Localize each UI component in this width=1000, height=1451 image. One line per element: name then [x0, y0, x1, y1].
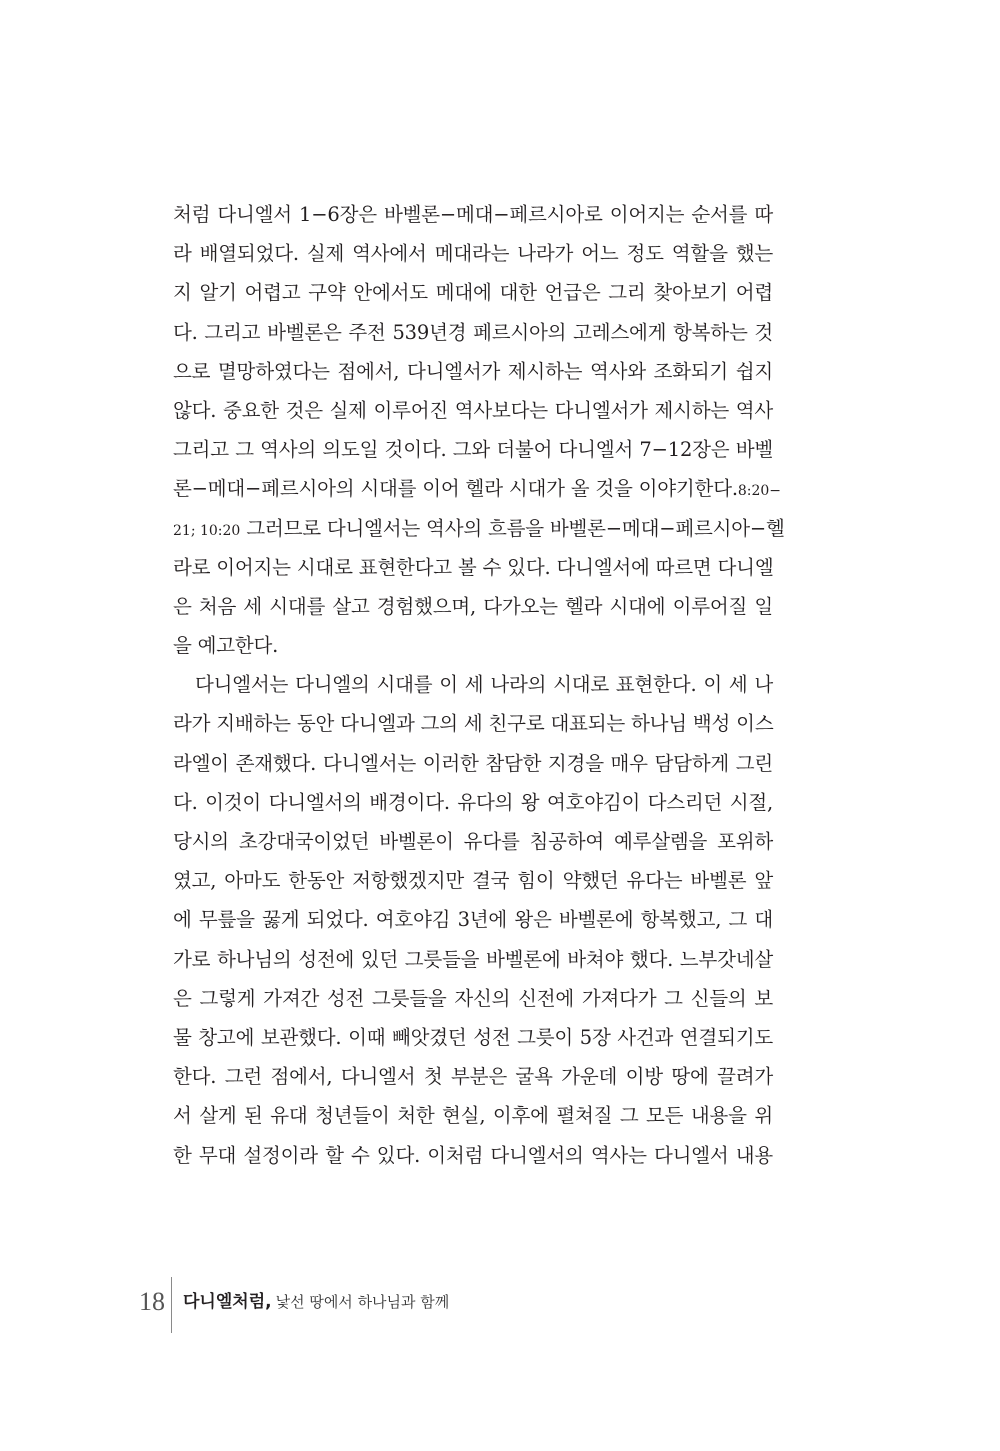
running-title — [183, 1291, 449, 1313]
text-line: 에 무릎을 꿇게 되었다. 여호야김 3년에 왕은 바벨론에 항복했고, 그 대 — [173, 908, 773, 932]
text-line-with-reference — [173, 509, 785, 548]
body-text — [173, 195, 785, 1175]
paragraph-first-line: 다니엘서는 다니엘의 시대를 이 세 나라의 시대로 표현한다. 이 세 나 — [195, 673, 773, 697]
text-line: 가로 하나님의 성전에 있던 그릇들을 바벨론에 바쳐야 했다. 느부갓네살 — [173, 947, 773, 971]
book-subtitle: 낯선 땅에서 하나님과 함께 — [275, 1293, 450, 1311]
text-line: 한다. 그런 점에서, 다니엘서 첫 부분은 굴욕 가운데 이방 땅에 끌려가 — [173, 1065, 773, 1089]
paragraph-end-line: 을 예고한다. — [173, 634, 279, 658]
page-footer — [132, 1277, 772, 1333]
text-line: 그리고 그 역사의 의도일 것이다. 그와 더불어 다니엘서 7−12장은 바벨 — [173, 438, 773, 462]
text-line: 물 창고에 보관했다. 이때 빼앗겼던 성전 그릇이 5장 사건과 연결되기도 — [173, 1025, 773, 1049]
text-line: 다. 이것이 다니엘서의 배경이다. 유다의 왕 여호야김이 다스리던 시절, — [173, 790, 773, 814]
footer-divider — [171, 1277, 172, 1333]
text-line: 라가 지배하는 동안 다니엘과 그의 세 친구로 대표되는 하나님 백성 이스 — [173, 712, 774, 736]
text-line: 지 알기 어렵고 구약 안에서도 메대에 대한 언급은 그리 찾아보기 어렵 — [173, 281, 773, 305]
text-line: 라엘이 존재했다. 다니엘서는 이러한 참담한 지경을 매우 담담하게 그린 — [173, 751, 773, 775]
text-line: 라 배열되었다. 실제 역사에서 메대라는 나라가 어느 정도 역할을 했는 — [173, 242, 773, 266]
text-line: 였고, 아마도 한동안 저항했겠지만 결국 힘이 약했던 유다는 바벨론 앞 — [173, 869, 773, 893]
book-title: 다니엘처럼, — [183, 1292, 272, 1312]
text-line: 라로 이어지는 시대로 표현한다고 볼 수 있다. 다니엘서에 따르면 다니엘 — [173, 555, 774, 579]
page-number: 18 — [139, 1287, 165, 1316]
text-line-with-reference — [173, 469, 782, 508]
text-line: 서 살게 된 유대 청년들이 처한 현실, 이후에 펼쳐질 그 모든 내용을 위 — [173, 1104, 773, 1128]
scripture-reference: 21; 10:20 — [173, 522, 241, 539]
text-line: 당시의 초강대국이었던 바벨론이 유다를 침공하여 예루살렘을 포위하 — [173, 830, 773, 853]
text-line: 다. 그리고 바벨론은 주전 539년경 페르시아의 고레스에게 항복하는 것 — [173, 320, 773, 344]
text-line: 은 그렇게 가져간 성전 그릇들을 자신의 신전에 가져다가 그 신들의 보 — [173, 986, 773, 1010]
text-line: 처럼 다니엘서 1−6장은 바벨론−메대−페르시아로 이어지는 순서를 따 — [173, 203, 773, 226]
text-line: 않다. 중요한 것은 실제 이루어진 역사보다는 다니엘서가 제시하는 역사 — [173, 398, 773, 422]
text-segment: 론−메대−페르시아의 시대를 이어 헬라 시대가 올 것을 이야기한다. — [173, 477, 738, 501]
text-segment: 그러므로 다니엘서는 역사의 흐름을 바벨론−메대−페르시아−헬 — [246, 516, 785, 540]
text-line: 은 처음 세 시대를 살고 경험했으며, 다가오는 헬라 시대에 이루어질 일 — [173, 594, 773, 618]
scripture-reference: 8:20− — [737, 483, 782, 500]
text-line: 한 무대 설정이라 할 수 있다. 이처럼 다니엘서의 역사는 다니엘서 내용 — [173, 1143, 773, 1167]
text-line: 으로 멸망하였다는 점에서, 다니엘서가 제시하는 역사와 조화되기 쉽지 — [173, 359, 773, 383]
